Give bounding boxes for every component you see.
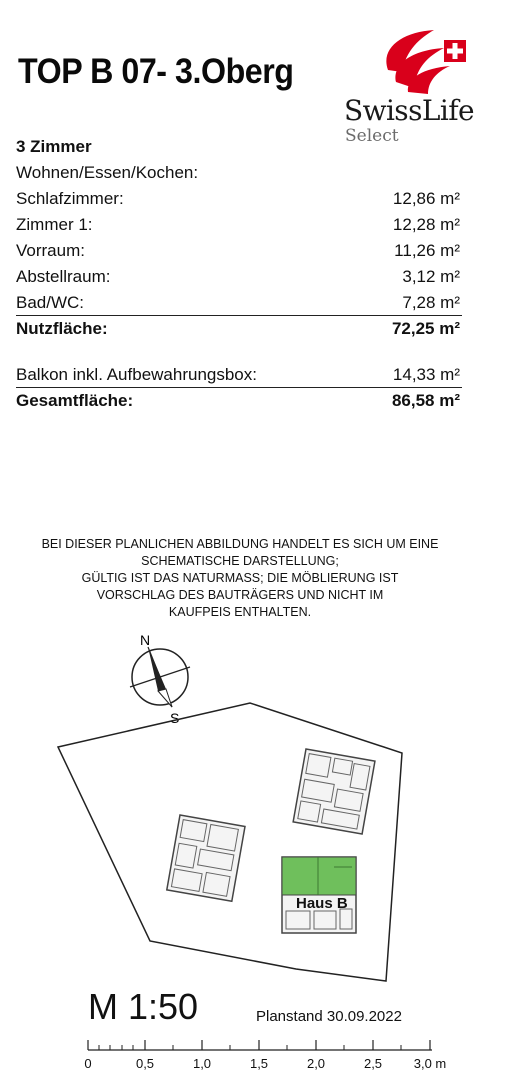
compass-icon bbox=[130, 632, 190, 726]
disclaimer-line: VORSCHLAG DES BAUTRÄGERS UND NICHT IM bbox=[96, 588, 384, 602]
page-title: TOP B 07- 3.Oberg bbox=[18, 52, 294, 91]
balkon-label: Balkon inkl. Aufbewahrungsbox: bbox=[16, 365, 257, 384]
haus-b-highlight bbox=[282, 857, 356, 895]
scale-tick-label: 0 bbox=[84, 1056, 92, 1071]
room-label: Bad/WC: bbox=[16, 293, 85, 312]
gesamtflaeche-label: Gesamtfläche: bbox=[16, 391, 134, 410]
room-label: Vorraum: bbox=[16, 241, 85, 260]
scale-bar bbox=[84, 1036, 447, 1076]
disclaimer-line: SCHEMATISCHE DARSTELLUNG; bbox=[141, 554, 339, 568]
area-table bbox=[16, 134, 462, 414]
disclaimer-line: GÜLTIG IST DAS NATURMASS; DIE MÖBLIERUNG IST bbox=[81, 571, 399, 585]
rooms-heading: 3 Zimmer bbox=[16, 137, 92, 156]
balkon-row bbox=[16, 362, 462, 388]
swisslife-logo bbox=[340, 28, 490, 148]
room-row bbox=[16, 238, 462, 264]
room-label: Abstellraum: bbox=[16, 267, 111, 286]
swisslife-emblem-icon bbox=[340, 28, 490, 98]
room-row bbox=[16, 290, 462, 316]
gesamtflaeche-row bbox=[16, 388, 462, 414]
compass-south: S bbox=[170, 710, 180, 726]
scale-tick-label: 2,5 bbox=[363, 1056, 383, 1071]
nutzflaeche-value: 72,25 m² bbox=[391, 319, 460, 338]
haus-b-building bbox=[282, 857, 356, 933]
balkon-value: 14,33 m² bbox=[392, 365, 460, 384]
scale-tick-label: 1,0 bbox=[192, 1056, 212, 1071]
scale-bar-ruler bbox=[84, 1036, 444, 1056]
room-label: Schlafzimmer: bbox=[16, 189, 124, 208]
room-row bbox=[16, 160, 462, 186]
planstand-date: Planstand 30.09.2022 bbox=[256, 1008, 402, 1025]
room-value: 12,28 m² bbox=[392, 215, 460, 234]
room-row bbox=[16, 212, 462, 238]
room-label: Wohnen/Essen/Kochen: bbox=[16, 163, 199, 182]
nutzflaeche-label: Nutzfläche: bbox=[16, 319, 108, 338]
scale-title: M 1:50 bbox=[88, 986, 199, 1027]
rooms-heading-row bbox=[16, 134, 462, 160]
disclaimer bbox=[20, 536, 460, 621]
room-label: Zimmer 1: bbox=[16, 215, 93, 234]
room-row bbox=[16, 186, 462, 212]
scale-tick-label: 2,0 bbox=[306, 1056, 326, 1071]
scale-tick-label: 3,0 m bbox=[413, 1056, 447, 1071]
compass-north: N bbox=[140, 632, 151, 648]
disclaimer-line: KAUFPEIS ENTHALTEN. bbox=[168, 605, 312, 619]
logo-brand: SwissLife bbox=[344, 94, 474, 127]
room-value: 12,86 m² bbox=[392, 189, 460, 208]
disclaimer-line: BEI DIESER PLANLICHEN ABBILDUNG HANDELT ES SICH UM EINE bbox=[41, 537, 439, 551]
logo-sub: Select bbox=[345, 126, 399, 146]
nutzflaeche-row bbox=[16, 316, 462, 342]
scale-tick-label: 1,5 bbox=[249, 1056, 269, 1071]
haus-b-label: Haus B bbox=[296, 895, 348, 912]
building-outline bbox=[167, 815, 245, 901]
room-value: 3,12 m² bbox=[402, 267, 460, 286]
site-plan bbox=[0, 625, 522, 995]
building-outline bbox=[293, 749, 375, 834]
gesamtflaeche-value: 86,58 m² bbox=[391, 391, 460, 410]
room-value: 7,28 m² bbox=[402, 293, 460, 312]
scale-tick-label: 0,5 bbox=[135, 1056, 155, 1071]
room-row bbox=[16, 264, 462, 290]
room-value: 11,26 m² bbox=[394, 241, 460, 260]
